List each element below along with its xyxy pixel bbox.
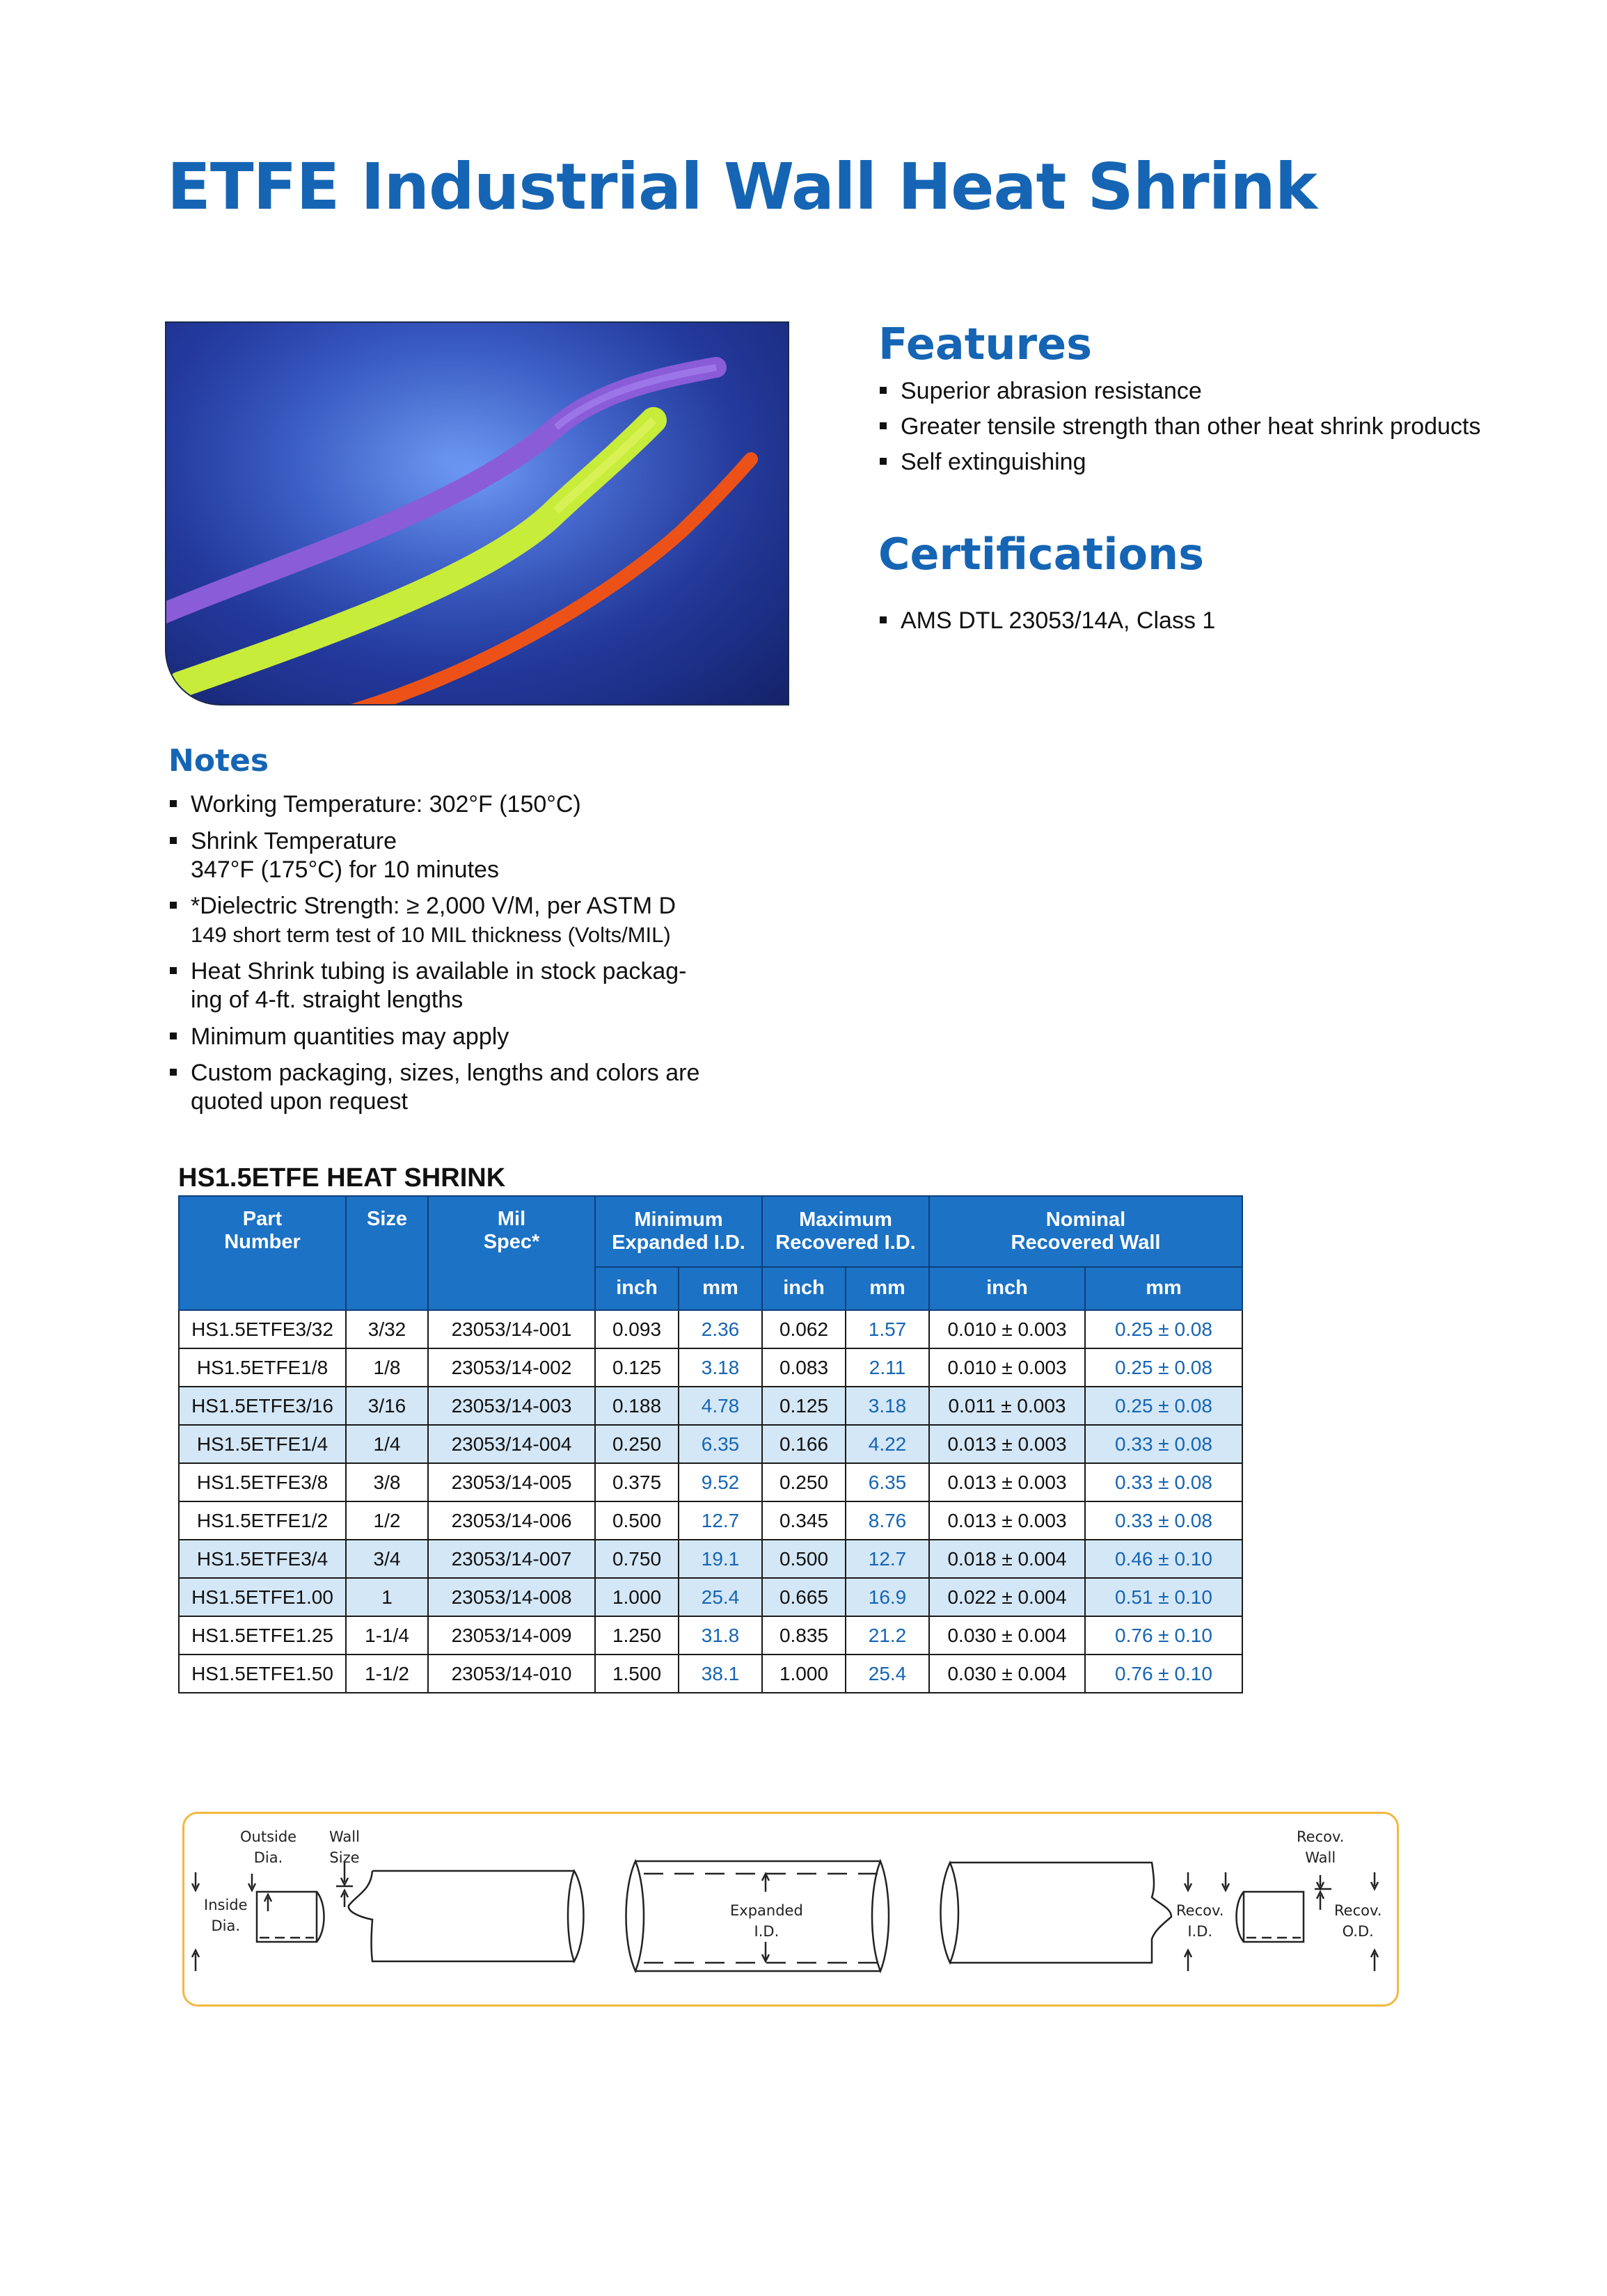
spec-table-body (179, 1310, 1242, 1693)
min-id-inch-cell: 0.250 (595, 1425, 679, 1463)
features-list (878, 377, 1480, 483)
min-id-mm-cell: 25.4 (679, 1578, 762, 1616)
wall-inch-cell: 0.011 ± 0.003 (929, 1387, 1085, 1425)
header-mm: mm (846, 1267, 929, 1310)
max-id-inch-cell: 0.500 (762, 1540, 846, 1578)
recov-id-label: Recov. I.D. (1176, 1902, 1224, 1940)
max-id-inch-cell: 0.083 (762, 1348, 846, 1387)
part-number-cell: HS1.5ETFE1.25 (179, 1616, 346, 1655)
spec-table (178, 1195, 1243, 1693)
max-id-mm-cell: 1.57 (846, 1310, 929, 1348)
max-id-mm-cell: 2.11 (846, 1348, 929, 1387)
part-number-cell: HS1.5ETFE1.50 (179, 1655, 346, 1693)
header-size: Size (346, 1196, 428, 1310)
min-id-mm-cell: 2.36 (679, 1310, 762, 1348)
max-id-inch-cell: 0.345 (762, 1501, 846, 1540)
wall-mm-cell: 0.76 ± 0.10 (1085, 1655, 1242, 1693)
max-id-inch-cell: 0.835 (762, 1616, 846, 1655)
header-nominal-recovered-wall: Nominal Recovered Wall (929, 1196, 1242, 1267)
wall-mm-cell: 0.25 ± 0.08 (1085, 1310, 1242, 1348)
mil-spec-cell: 23053/14-005 (428, 1463, 595, 1501)
table-row (179, 1616, 1242, 1655)
wall-mm-cell: 0.33 ± 0.08 (1085, 1425, 1242, 1463)
size-cell: 1-1/4 (346, 1616, 428, 1655)
header-mm: mm (1085, 1267, 1242, 1310)
table-row (179, 1501, 1242, 1540)
size-cell: 1/4 (346, 1425, 428, 1463)
min-id-mm-cell: 9.52 (679, 1463, 762, 1501)
wall-inch-cell: 0.010 ± 0.003 (929, 1310, 1085, 1348)
min-id-mm-cell: 4.78 (679, 1387, 762, 1425)
max-id-inch-cell: 0.166 (762, 1425, 846, 1463)
min-id-mm-cell: 12.7 (679, 1501, 762, 1540)
recov-wall-label: Recov. Wall (1297, 1828, 1345, 1867)
size-cell: 1-1/2 (346, 1655, 428, 1693)
header-min-expanded-id: Minimum Expanded I.D. (595, 1196, 762, 1267)
wall-inch-cell: 0.030 ± 0.004 (929, 1655, 1085, 1693)
note-item (168, 892, 753, 949)
wall-mm-cell: 0.25 ± 0.08 (1085, 1387, 1242, 1425)
certifications-list (878, 607, 1215, 635)
header-max-recovered-id: Maximum Recovered I.D. (762, 1196, 929, 1267)
certifications-heading: Certifications (878, 529, 1205, 580)
header-mil-spec: Mil Spec* (428, 1196, 595, 1310)
outside-dia-label: Outside Dia. (240, 1828, 297, 1867)
min-id-inch-cell: 0.125 (595, 1348, 679, 1387)
note-text: 347°F (175°C) for 10 minutes (191, 856, 499, 883)
table-row (179, 1463, 1242, 1501)
part-number-cell: HS1.5ETFE1/8 (179, 1348, 346, 1387)
shrink-diagram (182, 1812, 1399, 2007)
wall-inch-cell: 0.022 ± 0.004 (929, 1578, 1085, 1616)
size-cell: 1/2 (346, 1501, 428, 1540)
expanded-id-label: Expanded I.D. (730, 1902, 803, 1940)
part-number-cell: HS1.5ETFE3/4 (179, 1540, 346, 1578)
note-text: ing of 4-ft. straight lengths (191, 986, 464, 1013)
notes-list (168, 790, 753, 1124)
mil-spec-cell: 23053/14-001 (428, 1310, 595, 1348)
wall-mm-cell: 0.25 ± 0.08 (1085, 1348, 1242, 1387)
note-text: Working Temperature: 302°F (150°C) (191, 791, 581, 818)
max-id-mm-cell: 25.4 (846, 1655, 929, 1693)
features-heading: Features (878, 319, 1093, 369)
min-id-inch-cell: 1.500 (595, 1655, 679, 1693)
wall-mm-cell: 0.46 ± 0.10 (1085, 1540, 1242, 1578)
min-id-inch-cell: 0.500 (595, 1501, 679, 1540)
min-id-mm-cell: 19.1 (679, 1540, 762, 1578)
table-row (179, 1348, 1242, 1387)
max-id-inch-cell: 0.125 (762, 1387, 846, 1425)
mil-spec-cell: 23053/14-008 (428, 1578, 595, 1616)
table-row (179, 1310, 1242, 1348)
max-id-inch-cell: 0.250 (762, 1463, 846, 1501)
table-row (179, 1425, 1242, 1463)
inside-dia-label: Inside Dia. (204, 1897, 248, 1935)
min-id-mm-cell: 3.18 (679, 1348, 762, 1387)
note-text: 149 short term test of 10 MIL thickness (Volts/MIL) (191, 923, 671, 948)
note-text: quoted upon request (191, 1088, 408, 1115)
wall-inch-cell: 0.013 ± 0.003 (929, 1463, 1085, 1501)
feature-item: Superior abrasion resistance (878, 377, 1480, 406)
page-title: ETFE Industrial Wall Heat Shrink (167, 150, 1317, 224)
mil-spec-cell: 23053/14-002 (428, 1348, 595, 1387)
note-text: Minimum quantities may apply (191, 1023, 509, 1050)
note-text: Shrink Temperature (191, 827, 397, 854)
table-row (179, 1540, 1242, 1578)
max-id-mm-cell: 4.22 (846, 1425, 929, 1463)
wall-mm-cell: 0.33 ± 0.08 (1085, 1501, 1242, 1540)
header-inch: inch (762, 1267, 846, 1310)
wall-inch-cell: 0.010 ± 0.003 (929, 1348, 1085, 1387)
max-id-inch-cell: 1.000 (762, 1655, 846, 1693)
header-part-number: Part Number (179, 1196, 346, 1310)
min-id-inch-cell: 0.375 (595, 1463, 679, 1501)
min-id-inch-cell: 0.093 (595, 1310, 679, 1348)
min-id-mm-cell: 31.8 (679, 1616, 762, 1655)
feature-item: Self extinguishing (878, 448, 1480, 477)
min-id-mm-cell: 6.35 (679, 1425, 762, 1463)
part-number-cell: HS1.5ETFE1.00 (179, 1578, 346, 1616)
tube-transition-right (950, 1863, 1171, 1963)
mil-spec-cell: 23053/14-004 (428, 1425, 595, 1463)
header-inch: inch (595, 1267, 679, 1310)
note-text: *Dielectric Strength: ≥ 2,000 V/M, per ASTM D (191, 893, 676, 920)
wall-mm-cell: 0.76 ± 0.10 (1085, 1616, 1242, 1655)
table-row (179, 1655, 1242, 1693)
header-mm: mm (679, 1267, 762, 1310)
mil-spec-cell: 23053/14-010 (428, 1655, 595, 1693)
mil-spec-cell: 23053/14-003 (428, 1387, 595, 1425)
certification-item: AMS DTL 23053/14A, Class 1 (878, 607, 1215, 635)
note-item (168, 957, 753, 1014)
tube-transition-left (349, 1871, 574, 1961)
min-id-mm-cell: 38.1 (679, 1655, 762, 1693)
wall-inch-cell: 0.013 ± 0.003 (929, 1501, 1085, 1540)
notes-heading: Notes (168, 743, 269, 779)
max-id-mm-cell: 16.9 (846, 1578, 929, 1616)
min-id-inch-cell: 0.750 (595, 1540, 679, 1578)
max-id-mm-cell: 6.35 (846, 1463, 929, 1501)
note-item (168, 790, 753, 819)
part-number-cell: HS1.5ETFE3/8 (179, 1463, 346, 1501)
header-inch: inch (929, 1267, 1085, 1310)
part-number-cell: HS1.5ETFE3/32 (179, 1310, 346, 1348)
wall-inch-cell: 0.013 ± 0.003 (929, 1425, 1085, 1463)
small-tube-right (1244, 1892, 1304, 1942)
wall-mm-cell: 0.51 ± 0.10 (1085, 1578, 1242, 1616)
mil-spec-cell: 23053/14-009 (428, 1616, 595, 1655)
size-cell: 1/8 (346, 1348, 428, 1387)
part-number-cell: HS1.5ETFE1/4 (179, 1425, 346, 1463)
part-number-cell: HS1.5ETFE3/16 (179, 1387, 346, 1425)
table-row (179, 1578, 1242, 1616)
min-id-inch-cell: 1.000 (595, 1578, 679, 1616)
wall-mm-cell: 0.33 ± 0.08 (1085, 1463, 1242, 1501)
note-item (168, 1059, 753, 1116)
min-id-inch-cell: 1.250 (595, 1616, 679, 1655)
note-text: Heat Shrink tubing is available in stock packag- (191, 957, 687, 984)
note-item (168, 827, 753, 884)
wall-size-label: Wall Size (329, 1828, 360, 1867)
max-id-mm-cell: 8.76 (846, 1501, 929, 1540)
wall-inch-cell: 0.018 ± 0.004 (929, 1540, 1085, 1578)
note-text: Custom packaging, sizes, lengths and colors are (191, 1060, 700, 1087)
max-id-inch-cell: 0.062 (762, 1310, 846, 1348)
table-title: HS1.5ETFE HEAT SHRINK (178, 1163, 506, 1193)
max-id-mm-cell: 21.2 (846, 1616, 929, 1655)
size-cell: 1 (346, 1578, 428, 1616)
mil-spec-cell: 23053/14-007 (428, 1540, 595, 1578)
max-id-mm-cell: 12.7 (846, 1540, 929, 1578)
part-number-cell: HS1.5ETFE1/2 (179, 1501, 346, 1540)
size-cell: 3/32 (346, 1310, 428, 1348)
product-photo (165, 321, 789, 705)
size-cell: 3/16 (346, 1387, 428, 1425)
size-cell: 3/4 (346, 1540, 428, 1578)
min-id-inch-cell: 0.188 (595, 1387, 679, 1425)
wall-inch-cell: 0.030 ± 0.004 (929, 1616, 1085, 1655)
mil-spec-cell: 23053/14-006 (428, 1501, 595, 1540)
max-id-inch-cell: 0.665 (762, 1578, 846, 1616)
note-item (168, 1023, 753, 1051)
recov-od-label: Recov. O.D. (1334, 1902, 1382, 1940)
table-row (179, 1387, 1242, 1425)
feature-item: Greater tensile strength than other heat shrink products (878, 413, 1480, 441)
max-id-mm-cell: 3.18 (846, 1387, 929, 1425)
size-cell: 3/8 (346, 1463, 428, 1501)
